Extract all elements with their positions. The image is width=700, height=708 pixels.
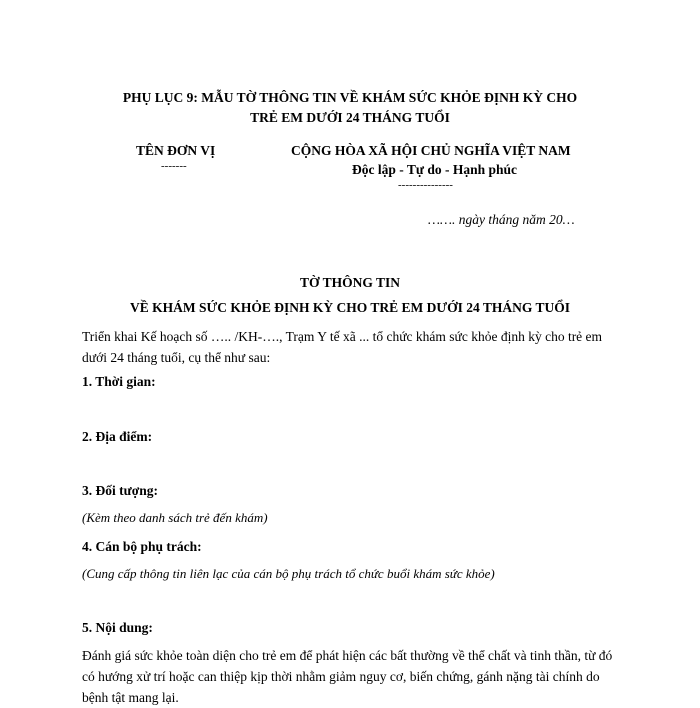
section-target-heading: 3. Đối tượng:	[82, 483, 158, 498]
section-officer-heading: 4. Cán bộ phụ trách:	[82, 539, 202, 554]
appendix-title-line-2: TRẺ EM DƯỚI 24 THÁNG TUỔI	[250, 110, 450, 125]
section-time-heading: 1. Thời gian:	[82, 374, 156, 389]
section-content-heading: 5. Nội dung:	[82, 620, 153, 635]
document-title: TỜ THÔNG TIN	[299, 275, 401, 290]
national-motto: Độc lập - Tự do - Hạnh phúc	[352, 162, 518, 177]
section-place-heading: 2. Địa điểm:	[82, 429, 153, 444]
appendix-title-line-1: PHỤ LỤC 9: MẪU TỜ THÔNG TIN VỀ KHÁM SỨC KHỎE ĐỊNH KỲ CHO	[122, 90, 578, 105]
section-content-paragraph: Đánh giá sức khỏe toàn diện cho trẻ em để phát hiện các bất thường về thể chất và tinh thần, từ đó có hướng xử trí hoặc can thiệp kịp thời nhằm giảm nguy cơ, biến chứng, gánh nặng tài chính do bệnh tật mang lại.	[82, 648, 613, 705]
motto-divider: ---------------	[398, 179, 453, 191]
section-officer-note: (Cung cấp thông tin liên lạc của cán bộ phụ trách tổ chức buổi khám sức khỏe)	[82, 566, 495, 581]
document-subtitle: VỀ KHÁM SỨC KHỎE ĐỊNH KỲ CHO TRẺ EM DƯỚI 24 THÁNG TUỔI	[129, 300, 571, 315]
unit-name: TÊN ĐƠN VỊ	[136, 143, 216, 158]
intro-paragraph: Triển khai Kế hoạch số ….. /KH-…., Trạm Y tế xã ... tổ chức khám sức khỏe định kỳ cho trẻ em dưới 24 tháng tuổi, cụ thể như sau:	[82, 329, 603, 365]
date-line: ……. ngày tháng năm 20…	[428, 212, 575, 227]
section-target-note: (Kèm theo danh sách trẻ đến khám)	[82, 510, 268, 525]
unit-divider: -------	[161, 160, 187, 172]
country-name: CỘNG HÒA XÃ HỘI CHỦ NGHĨA VIỆT NAM	[291, 143, 571, 158]
